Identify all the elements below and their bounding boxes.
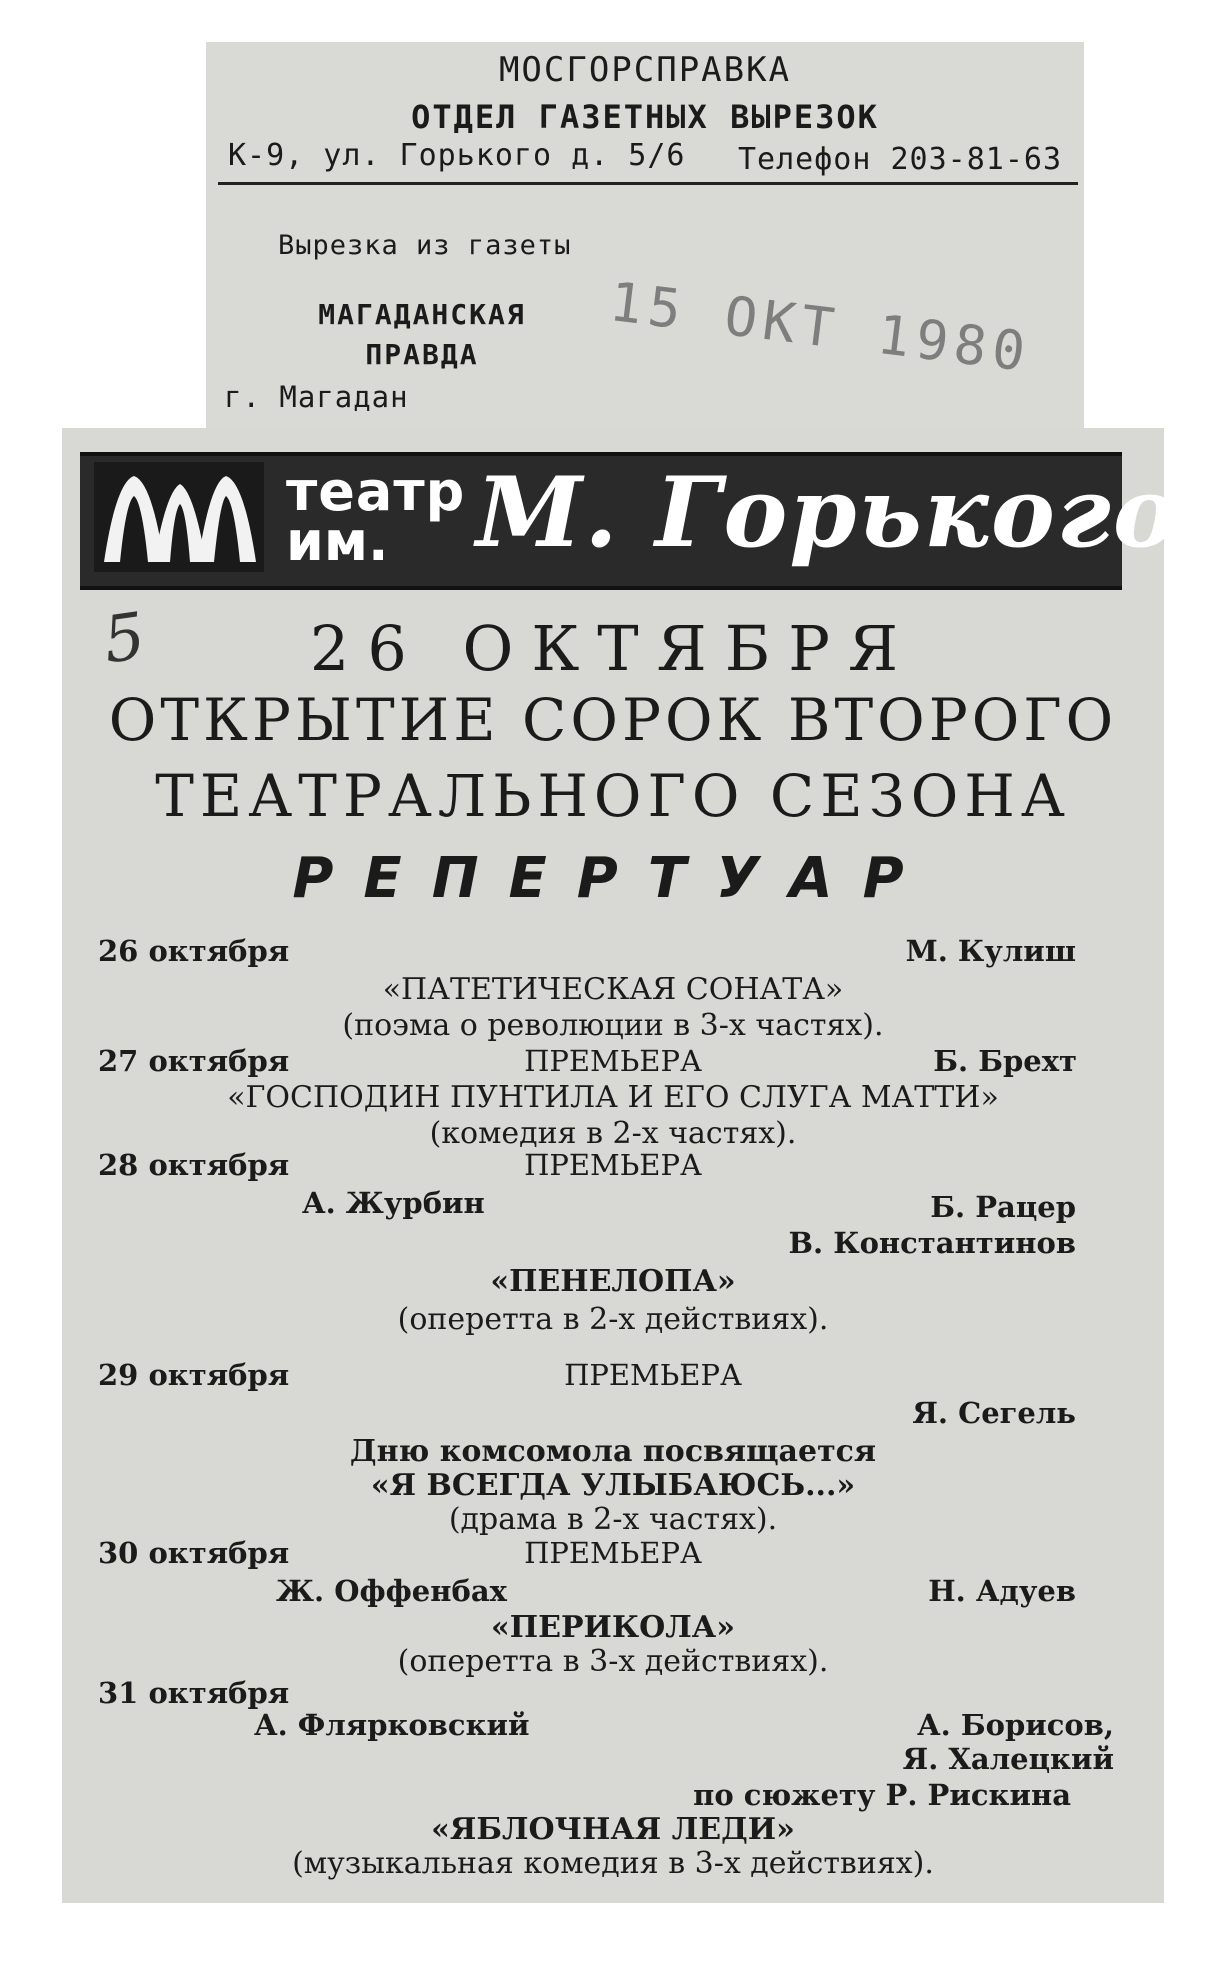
entry-genre: (поэма о революции в 3-х частях). (342, 1008, 884, 1043)
entry-composer: Ж. Оффенбах (276, 1574, 507, 1608)
entry-premiere: ПРЕМЬЕРА (524, 1044, 702, 1078)
entry-genre: (драма в 2-х частях). (448, 1502, 778, 1537)
department-name: ОТДЕЛ ГАЗЕТНЫХ ВЫРЕЗОК (411, 98, 879, 136)
banner-teatr-word: театр (286, 460, 466, 523)
entry-date: 31 октября (98, 1676, 290, 1710)
agency-address: К-9, ул. Горького д. 5/6 (228, 138, 686, 173)
entry-composer: А. Флярковский (254, 1708, 530, 1742)
entry-author: А. Борисов, (917, 1708, 1114, 1742)
handwritten-mark: 5 (99, 599, 150, 679)
clipping-bureau-slip (206, 42, 1084, 434)
date-stamp: 15 ОКТ 1980 (606, 270, 1035, 385)
entry-coauthor: В. Константинов (788, 1226, 1076, 1260)
entry-title: «ГОСПОДИН ПУНТИЛА И ЕГО СЛУГА МАТТИ» (227, 1080, 999, 1115)
entry-date: 29 октября (98, 1358, 290, 1392)
banner-im-word: им. (286, 510, 389, 573)
entry-title: «ЯБЛОЧНАЯ ЛЕДИ» (431, 1812, 795, 1847)
theatre-emblem-icon (94, 462, 264, 572)
newspaper-name-line1: МАГАДАНСКАЯ (318, 298, 526, 331)
entry-genre: (комедия в 2-х частях). (429, 1116, 797, 1151)
entry-composer: А. Журбин (302, 1186, 485, 1220)
entry-title: «ПЕНЕЛОПА» (490, 1264, 736, 1299)
newspaper-city: г. Магадан (224, 380, 409, 414)
entry-date: 26 октября (98, 934, 290, 968)
entry-author: Б. Брехт (933, 1044, 1077, 1078)
entry-premiere: ПРЕМЬЕРА (564, 1358, 742, 1392)
entry-genre: (оперетта в 3-х действиях). (397, 1644, 829, 1679)
entry-date: 27 октября (98, 1044, 290, 1078)
entry-author: М. Кулиш (905, 934, 1076, 968)
entry-title: «Я ВСЕГДА УЛЫБАЮСЬ...» (370, 1468, 856, 1503)
entry-dedication: Дню комсомола посвящается (349, 1434, 877, 1469)
entry-source: по сюжету Р. Рискина (693, 1778, 1071, 1812)
cutting-label: Вырезка из газеты (278, 230, 572, 261)
entry-author: Б. Рацер (930, 1190, 1076, 1224)
agency-phone: Телефон 203-81-63 (737, 142, 1062, 177)
entry-coauthor: Я. Халецкий (902, 1742, 1114, 1776)
entry-date: 28 октября (98, 1148, 290, 1182)
agency-name: МОСГОРСПРАВКА (498, 50, 792, 90)
entry-genre: (оперетта в 2-х действиях). (397, 1302, 829, 1337)
entry-title: «ПЕРИКОЛА» (491, 1610, 735, 1645)
entry-title: «ПАТЕТИЧЕСКАЯ СОНАТА» (382, 972, 844, 1007)
opening-headline-line1: ОТКРЫТИЕ СОРОК ВТОРОГО (108, 686, 1118, 754)
newspaper-name-line2: ПРАВДА (365, 338, 479, 371)
entry-date: 30 октября (98, 1536, 290, 1570)
entry-premiere: ПРЕМЬЕРА (524, 1536, 702, 1570)
repertoire-heading: РЕПЕРТУАР (292, 846, 934, 911)
opening-headline-line2: ТЕАТРАЛЬНОГО СЕЗОНА (155, 762, 1071, 830)
entry-premiere: ПРЕМЬЕРА (524, 1148, 702, 1182)
entry-genre: (музыкальная комедия в 3-х действиях). (292, 1846, 934, 1881)
entry-author: Я. Сегель (912, 1396, 1076, 1430)
entry-author: Н. Адуев (928, 1574, 1076, 1608)
banner-theatre-name: М. Горького (476, 456, 1179, 569)
header-divider (218, 182, 1078, 185)
opening-date-headline: 26 ОКТЯБРЯ (309, 612, 917, 685)
